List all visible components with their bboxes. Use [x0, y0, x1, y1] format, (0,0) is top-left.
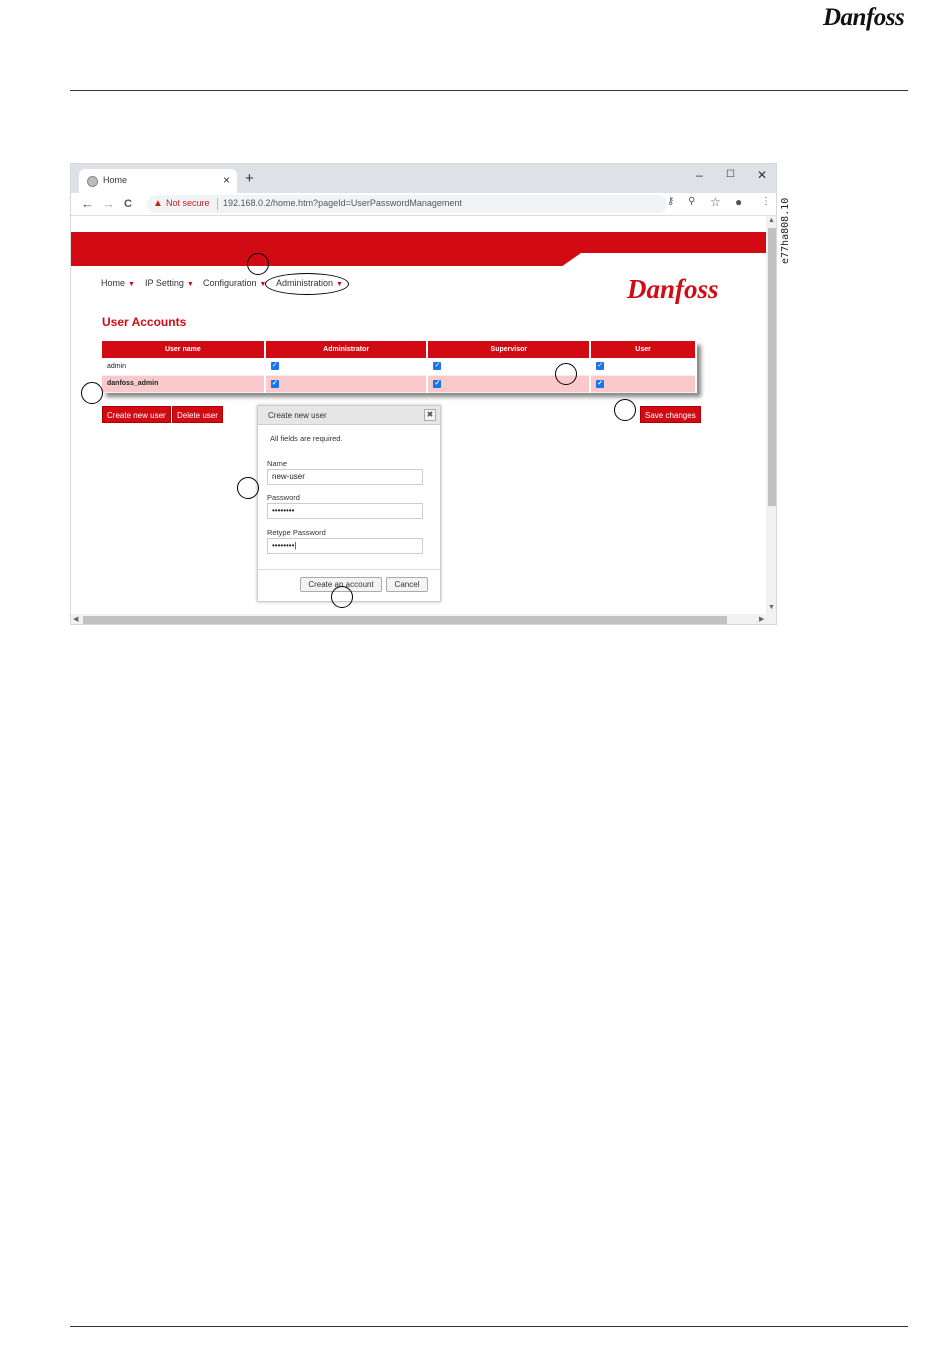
close-icon[interactable]: ✖	[424, 409, 436, 421]
reload-button[interactable]: C	[124, 198, 132, 210]
password-input[interactable]: ••••••••	[267, 503, 423, 519]
new-tab-button[interactable]: +	[245, 170, 254, 187]
column-header: User	[590, 341, 696, 358]
document-logo: Danfoss	[823, 4, 905, 31]
dialog-note: All fields are required.	[270, 434, 343, 443]
favicon-icon	[87, 176, 98, 187]
url-input[interactable]	[147, 195, 667, 213]
column-header: User name	[102, 341, 265, 358]
administrator-checkbox[interactable]: ✓	[271, 379, 278, 387]
menu-configuration-label: Configuration	[203, 278, 257, 288]
menu-administration-label: Administration	[276, 278, 334, 288]
footer-rule	[70, 1326, 908, 1327]
callout-circle	[614, 399, 636, 421]
dialog-title: Create new user	[268, 411, 327, 420]
tab-title: Home	[103, 175, 128, 185]
vertical-scroll-thumb[interactable]	[768, 228, 776, 506]
profile-icon[interactable]: ●	[735, 195, 743, 209]
dialog-header	[258, 406, 440, 425]
dialog-footer-divider	[258, 569, 440, 570]
star-icon[interactable]: ☆	[710, 195, 721, 209]
callout-circle	[237, 477, 259, 499]
column-header: Administrator	[265, 341, 428, 358]
create-account-button[interactable]: Create an account	[300, 577, 382, 592]
key-icon[interactable]: ⚷	[667, 196, 675, 207]
callout-circle	[331, 586, 353, 608]
callout-circle	[555, 363, 577, 385]
tab-strip	[71, 164, 777, 193]
minimize-button[interactable]: –	[696, 168, 703, 182]
cancel-button[interactable]: Cancel	[386, 577, 428, 592]
menu-home[interactable]	[101, 278, 135, 288]
maximize-button[interactable]: ☐	[726, 169, 735, 180]
scroll-up-icon[interactable]: ▲	[768, 217, 775, 224]
scroll-left-icon[interactable]: ◀	[73, 616, 79, 623]
scroll-down-icon[interactable]: ▼	[768, 604, 775, 611]
header-rule	[70, 90, 908, 91]
page-title: User Accounts	[102, 315, 187, 329]
supervisor-checkbox[interactable]: ✓	[434, 379, 441, 387]
tab-close-icon[interactable]: ×	[223, 173, 231, 187]
retype-password-label: Retype Password	[267, 528, 326, 537]
danfoss-logo: Danfoss	[627, 274, 719, 304]
name-label: Name	[267, 459, 288, 468]
user-name-cell: danfoss_admin	[102, 375, 265, 392]
url-separator	[217, 198, 218, 210]
supervisor-checkbox[interactable]: ✓	[434, 362, 441, 370]
administrator-checkbox[interactable]: ✓	[271, 362, 278, 370]
vertical-scrollbar[interactable]	[766, 216, 777, 614]
menu-ip-setting[interactable]	[145, 278, 194, 288]
callout-oval	[265, 273, 349, 295]
scroll-right-icon[interactable]: ▶	[759, 616, 765, 623]
url-text: 192.168.0.2/home.htm?pageId=UserPasswordManagement	[223, 198, 462, 208]
forward-button[interactable]: →	[102, 196, 115, 211]
administrator-cell	[265, 375, 428, 392]
save-changes-button[interactable]: Save changes	[640, 406, 701, 423]
retype-password-input[interactable]: ••••••••|	[267, 538, 423, 554]
user-accounts-table	[102, 341, 697, 393]
caret-down-icon: ▼	[259, 281, 267, 288]
password-label: Password	[267, 493, 300, 502]
horizontal-scrollbar[interactable]	[71, 614, 777, 625]
create-user-dialog	[257, 405, 441, 602]
zoom-icon[interactable]: ⚲	[688, 196, 696, 207]
address-bar	[71, 193, 777, 216]
table-row[interactable]	[102, 375, 696, 392]
user-name-cell: admin	[102, 358, 265, 375]
name-input[interactable]: new-user	[267, 469, 423, 485]
user-cell	[590, 375, 696, 392]
browser-window	[70, 163, 777, 625]
column-header: Supervisor	[427, 341, 590, 358]
tab-home[interactable]	[79, 169, 237, 193]
horizontal-scroll-thumb[interactable]	[83, 616, 727, 624]
user-cell	[590, 358, 696, 375]
callout-circle	[247, 253, 269, 275]
banner-notch	[561, 253, 766, 267]
delete-user-button[interactable]: Delete user	[172, 406, 223, 423]
warning-icon: ▲	[153, 198, 163, 209]
back-button[interactable]: ←	[81, 196, 94, 211]
menu-home-label: Home	[101, 278, 126, 288]
menu-ip-setting-label: IP Setting	[145, 278, 184, 288]
menu-configuration[interactable]	[203, 278, 266, 288]
administrator-cell	[265, 358, 428, 375]
menu-icon[interactable]: ⋮	[761, 196, 771, 207]
callout-circle	[81, 382, 103, 404]
security-warning[interactable]: Not secure	[166, 198, 210, 208]
caret-down-icon: ▼	[336, 281, 343, 288]
caret-down-icon: ▼	[128, 281, 135, 288]
figure-id	[776, 197, 798, 270]
close-window-button[interactable]: ✕	[757, 168, 768, 182]
table-header-row	[102, 341, 696, 358]
user-checkbox[interactable]: ✓	[597, 362, 604, 370]
create-new-user-button[interactable]: Create new user	[102, 406, 171, 423]
user-checkbox[interactable]: ✓	[597, 379, 604, 387]
table-row[interactable]	[102, 358, 696, 375]
figure-id-text: e77ha808.10	[780, 197, 791, 264]
page-viewport	[71, 216, 766, 614]
caret-down-icon: ▼	[186, 281, 194, 288]
